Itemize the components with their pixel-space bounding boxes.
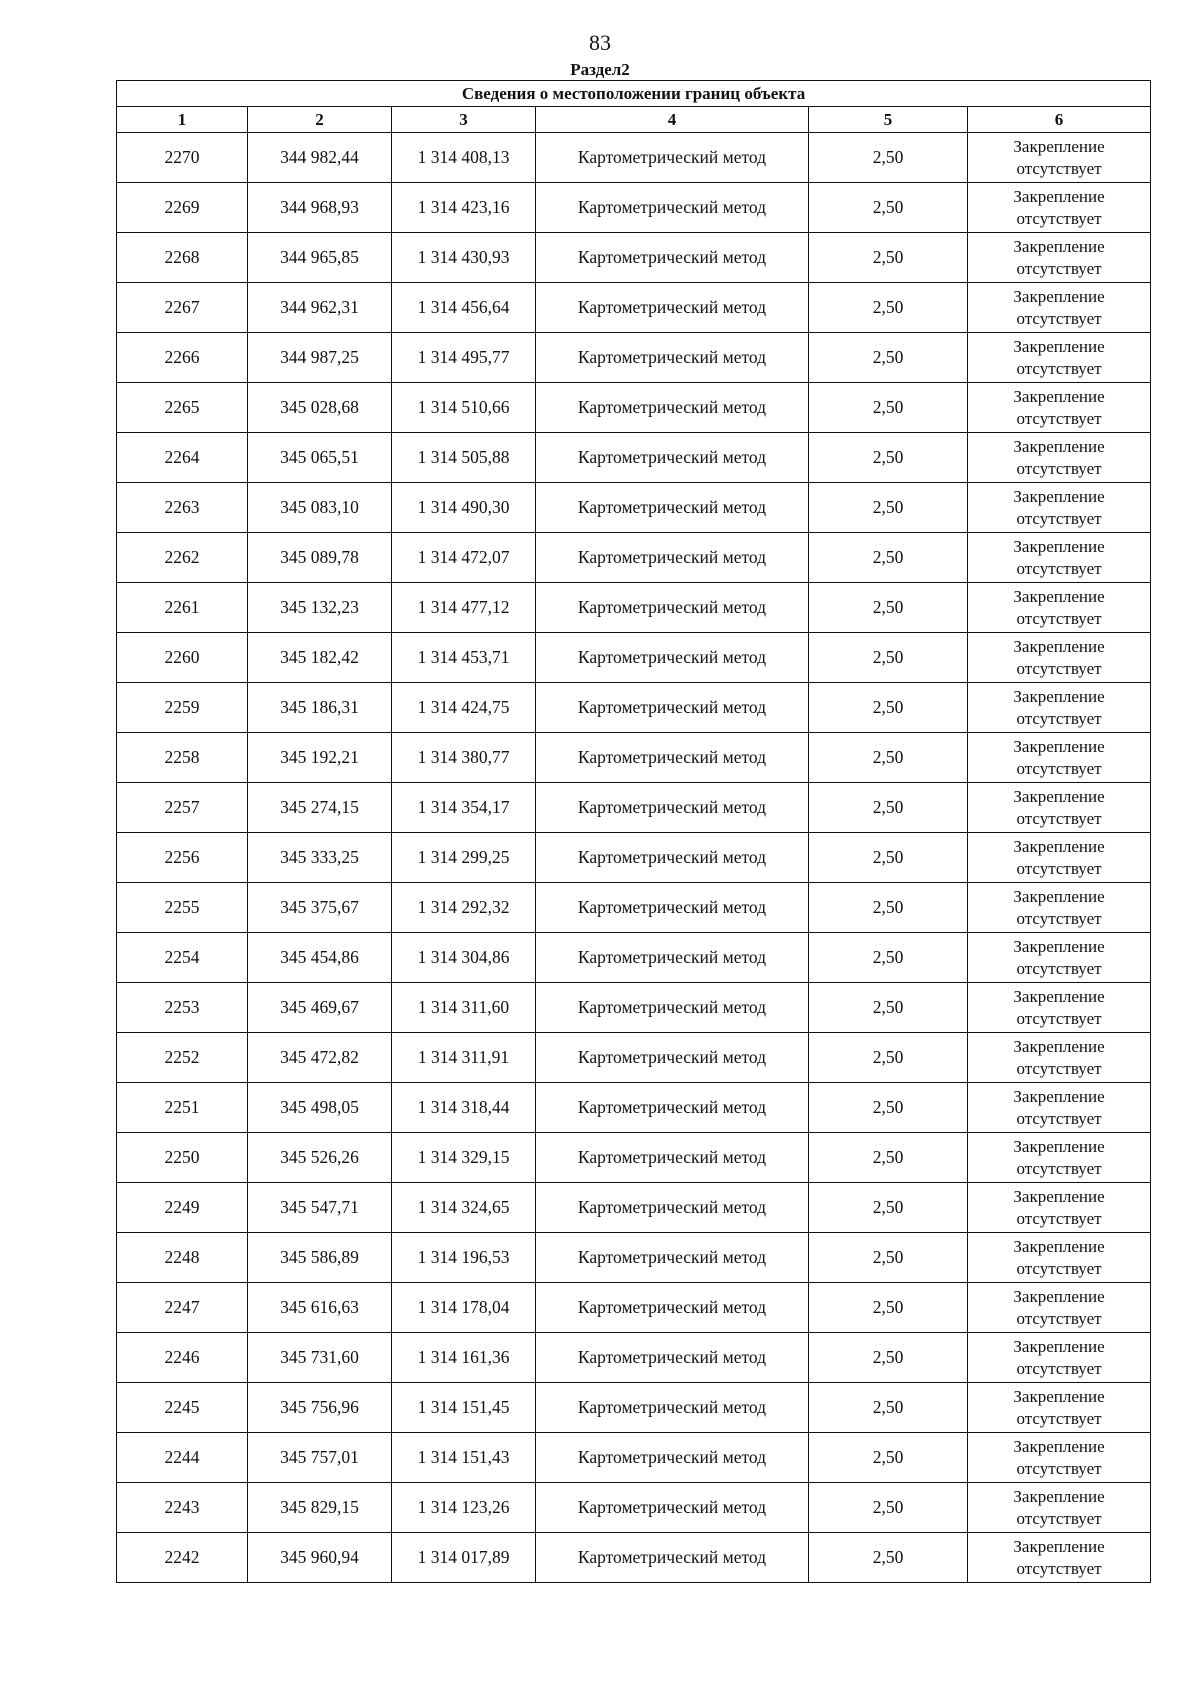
table-row <box>117 233 1151 283</box>
note-line-1: Закрепление <box>1013 636 1105 656</box>
coord-y-cell: 1 314 430,93 <box>392 233 536 283</box>
coord-x-cell: 345 274,15 <box>248 783 392 833</box>
method-cell: Картометрический метод <box>536 433 809 483</box>
section-title: Раздел2 <box>570 60 630 79</box>
point-number-cell: 2254 <box>117 933 248 983</box>
method-cell: Картометрический метод <box>536 233 809 283</box>
note-line-1: Закрепление <box>1013 336 1105 356</box>
note-line-1: Закрепление <box>1013 436 1105 456</box>
point-number-cell: 2248 <box>117 1233 248 1283</box>
note-cell <box>968 1083 1151 1133</box>
note-line-1: Закрепление <box>1013 1086 1105 1106</box>
note-cell <box>968 1133 1151 1183</box>
note-line-2: отсутствует <box>1016 1058 1102 1078</box>
accuracy-cell: 2,50 <box>809 1383 968 1433</box>
method-cell: Картометрический метод <box>536 983 809 1033</box>
method-cell: Картометрический метод <box>536 683 809 733</box>
note-line-2: отсутствует <box>1016 358 1102 378</box>
note-line-2: отсутствует <box>1016 1558 1102 1578</box>
coord-x-cell: 345 547,71 <box>248 1183 392 1233</box>
point-number-cell: 2250 <box>117 1133 248 1183</box>
table-row <box>117 1083 1151 1133</box>
point-number-cell: 2266 <box>117 333 248 383</box>
accuracy-cell: 2,50 <box>809 1483 968 1533</box>
table-row <box>117 1383 1151 1433</box>
coord-x-cell: 345 192,21 <box>248 733 392 783</box>
method-cell: Картометрический метод <box>536 383 809 433</box>
note-line-2: отсутствует <box>1016 308 1102 328</box>
note-line-1: Закрепление <box>1013 186 1105 206</box>
note-cell <box>968 1433 1151 1483</box>
coord-y-cell: 1 314 456,64 <box>392 283 536 333</box>
note-cell <box>968 1183 1151 1233</box>
note-line-1: Закрепление <box>1013 1236 1105 1256</box>
note-cell <box>968 233 1151 283</box>
note-cell <box>968 733 1151 783</box>
note-cell <box>968 433 1151 483</box>
method-cell: Картометрический метод <box>536 633 809 683</box>
table-row <box>117 583 1151 633</box>
note-line-1: Закрепление <box>1013 1486 1105 1506</box>
method-cell: Картометрический метод <box>536 133 809 183</box>
method-cell: Картометрический метод <box>536 1333 809 1383</box>
method-cell: Картометрический метод <box>536 833 809 883</box>
accuracy-cell: 2,50 <box>809 333 968 383</box>
coord-x-cell: 345 472,82 <box>248 1033 392 1083</box>
coord-y-cell: 1 314 380,77 <box>392 733 536 783</box>
coord-x-cell: 345 083,10 <box>248 483 392 533</box>
coord-y-cell: 1 314 151,45 <box>392 1383 536 1433</box>
accuracy-cell: 2,50 <box>809 1033 968 1083</box>
coord-x-cell: 345 829,15 <box>248 1483 392 1533</box>
accuracy-cell: 2,50 <box>809 683 968 733</box>
note-line-2: отсутствует <box>1016 658 1102 678</box>
table-row <box>117 1333 1151 1383</box>
coord-y-cell: 1 314 424,75 <box>392 683 536 733</box>
accuracy-cell: 2,50 <box>809 883 968 933</box>
coord-x-cell: 345 065,51 <box>248 433 392 483</box>
accuracy-cell: 2,50 <box>809 1333 968 1383</box>
note-cell <box>968 1333 1151 1383</box>
accuracy-cell: 2,50 <box>809 533 968 583</box>
table-row <box>117 433 1151 483</box>
note-cell <box>968 783 1151 833</box>
coord-y-cell: 1 314 304,86 <box>392 933 536 983</box>
point-number-cell: 2243 <box>117 1483 248 1533</box>
method-cell: Картометрический метод <box>536 1233 809 1283</box>
point-number-cell: 2265 <box>117 383 248 433</box>
note-line-2: отсутствует <box>1016 458 1102 478</box>
coord-y-cell: 1 314 123,26 <box>392 1483 536 1533</box>
coord-x-cell: 344 962,31 <box>248 283 392 333</box>
note-cell <box>968 833 1151 883</box>
point-number-cell: 2242 <box>117 1533 248 1583</box>
method-cell: Картометрический метод <box>536 883 809 933</box>
coord-x-cell: 345 526,26 <box>248 1133 392 1183</box>
note-line-2: отсутствует <box>1016 1258 1102 1278</box>
note-line-2: отсутствует <box>1016 1208 1102 1228</box>
note-cell <box>968 583 1151 633</box>
point-number-cell: 2261 <box>117 583 248 633</box>
accuracy-cell: 2,50 <box>809 1533 968 1583</box>
coord-x-cell: 345 616,63 <box>248 1283 392 1333</box>
note-line-1: Закрепление <box>1013 1536 1105 1556</box>
method-cell: Картометрический метод <box>536 1083 809 1133</box>
coord-y-cell: 1 314 151,43 <box>392 1433 536 1483</box>
note-line-2: отсутствует <box>1016 1458 1102 1478</box>
table-row <box>117 1433 1151 1483</box>
method-cell: Картометрический метод <box>536 1383 809 1433</box>
table-row <box>117 1033 1151 1083</box>
note-line-1: Закрепление <box>1013 286 1105 306</box>
note-line-2: отсутствует <box>1016 558 1102 578</box>
method-cell: Картометрический метод <box>536 283 809 333</box>
coord-y-cell: 1 314 311,60 <box>392 983 536 1033</box>
note-line-1: Закрепление <box>1013 836 1105 856</box>
coord-y-cell: 1 314 477,12 <box>392 583 536 633</box>
accuracy-cell: 2,50 <box>809 433 968 483</box>
table-row <box>117 883 1151 933</box>
note-cell <box>968 933 1151 983</box>
note-cell <box>968 683 1151 733</box>
note-cell <box>968 283 1151 333</box>
point-number-cell: 2264 <box>117 433 248 483</box>
table-header-row <box>117 107 1151 133</box>
note-cell <box>968 983 1151 1033</box>
note-cell <box>968 1033 1151 1083</box>
note-line-2: отсутствует <box>1016 508 1102 528</box>
coord-x-cell: 345 375,67 <box>248 883 392 933</box>
accuracy-cell: 2,50 <box>809 133 968 183</box>
point-number-cell: 2245 <box>117 1383 248 1433</box>
note-line-2: отсутствует <box>1016 1158 1102 1178</box>
note-line-1: Закрепление <box>1013 1286 1105 1306</box>
table-caption-row <box>117 81 1151 107</box>
table-caption: Сведения о местоположении границ объекта <box>117 81 1151 107</box>
column-header-3: 3 <box>392 107 536 133</box>
coord-y-cell: 1 314 354,17 <box>392 783 536 833</box>
column-header-6: 6 <box>968 107 1151 133</box>
note-line-2: отсутствует <box>1016 1408 1102 1428</box>
note-line-2: отсутствует <box>1016 858 1102 878</box>
method-cell: Картометрический метод <box>536 783 809 833</box>
table-row <box>117 183 1151 233</box>
point-number-cell: 2257 <box>117 783 248 833</box>
accuracy-cell: 2,50 <box>809 483 968 533</box>
table-row <box>117 783 1151 833</box>
coord-y-cell: 1 314 324,65 <box>392 1183 536 1233</box>
note-line-1: Закрепление <box>1013 486 1105 506</box>
note-line-2: отсутствует <box>1016 208 1102 228</box>
note-line-2: отсутствует <box>1016 158 1102 178</box>
accuracy-cell: 2,50 <box>809 1183 968 1233</box>
coord-y-cell: 1 314 292,32 <box>392 883 536 933</box>
point-number-cell: 2255 <box>117 883 248 933</box>
boundary-table <box>116 80 1151 1583</box>
note-cell <box>968 1533 1151 1583</box>
table-row <box>117 833 1151 883</box>
method-cell: Картометрический метод <box>536 1283 809 1333</box>
accuracy-cell: 2,50 <box>809 633 968 683</box>
accuracy-cell: 2,50 <box>809 583 968 633</box>
point-number-cell: 2249 <box>117 1183 248 1233</box>
column-header-2: 2 <box>248 107 392 133</box>
coord-y-cell: 1 314 017,89 <box>392 1533 536 1583</box>
note-cell <box>968 133 1151 183</box>
coord-x-cell: 345 028,68 <box>248 383 392 433</box>
note-line-2: отсутствует <box>1016 708 1102 728</box>
point-number-cell: 2251 <box>117 1083 248 1133</box>
coord-x-cell: 345 469,67 <box>248 983 392 1033</box>
coord-y-cell: 1 314 495,77 <box>392 333 536 383</box>
column-header-4: 4 <box>536 107 809 133</box>
note-cell <box>968 633 1151 683</box>
accuracy-cell: 2,50 <box>809 233 968 283</box>
accuracy-cell: 2,50 <box>809 1133 968 1183</box>
note-line-2: отсутствует <box>1016 1008 1102 1028</box>
coord-y-cell: 1 314 318,44 <box>392 1083 536 1133</box>
accuracy-cell: 2,50 <box>809 1283 968 1333</box>
table-row <box>117 1483 1151 1533</box>
note-line-1: Закрепление <box>1013 736 1105 756</box>
coord-x-cell: 344 987,25 <box>248 333 392 383</box>
coord-x-cell: 345 498,05 <box>248 1083 392 1133</box>
note-cell <box>968 1283 1151 1333</box>
method-cell: Картометрический метод <box>536 183 809 233</box>
table-row <box>117 1233 1151 1283</box>
accuracy-cell: 2,50 <box>809 1083 968 1133</box>
table-row <box>117 683 1151 733</box>
table-row <box>117 333 1151 383</box>
page-number: 83 <box>589 30 611 55</box>
table-row <box>117 133 1151 183</box>
table-row <box>117 733 1151 783</box>
coord-x-cell: 344 965,85 <box>248 233 392 283</box>
note-line-1: Закрепление <box>1013 686 1105 706</box>
note-cell <box>968 183 1151 233</box>
accuracy-cell: 2,50 <box>809 783 968 833</box>
note-line-1: Закрепление <box>1013 386 1105 406</box>
accuracy-cell: 2,50 <box>809 833 968 883</box>
note-line-2: отсутствует <box>1016 1108 1102 1128</box>
note-line-1: Закрепление <box>1013 986 1105 1006</box>
point-number-cell: 2269 <box>117 183 248 233</box>
coord-y-cell: 1 314 329,15 <box>392 1133 536 1183</box>
method-cell: Картометрический метод <box>536 533 809 583</box>
method-cell: Картометрический метод <box>536 583 809 633</box>
coord-x-cell: 345 960,94 <box>248 1533 392 1583</box>
method-cell: Картометрический метод <box>536 1433 809 1483</box>
coord-y-cell: 1 314 311,91 <box>392 1033 536 1083</box>
note-line-2: отсутствует <box>1016 1308 1102 1328</box>
note-line-2: отсутствует <box>1016 758 1102 778</box>
note-line-2: отсутствует <box>1016 608 1102 628</box>
table-row <box>117 1133 1151 1183</box>
point-number-cell: 2268 <box>117 233 248 283</box>
table-body <box>117 81 1151 1583</box>
point-number-cell: 2267 <box>117 283 248 333</box>
method-cell: Картометрический метод <box>536 933 809 983</box>
accuracy-cell: 2,50 <box>809 983 968 1033</box>
note-line-1: Закрепление <box>1013 786 1105 806</box>
table-row <box>117 933 1151 983</box>
method-cell: Картометрический метод <box>536 1033 809 1083</box>
coord-x-cell: 345 132,23 <box>248 583 392 633</box>
column-header-1: 1 <box>117 107 248 133</box>
coord-x-cell: 345 756,96 <box>248 1383 392 1433</box>
note-cell <box>968 1483 1151 1533</box>
method-cell: Картометрический метод <box>536 1183 809 1233</box>
note-line-1: Закрепление <box>1013 886 1105 906</box>
note-cell <box>968 1383 1151 1433</box>
coord-y-cell: 1 314 505,88 <box>392 433 536 483</box>
accuracy-cell: 2,50 <box>809 383 968 433</box>
note-line-1: Закрепление <box>1013 1436 1105 1456</box>
point-number-cell: 2253 <box>117 983 248 1033</box>
coord-x-cell: 345 454,86 <box>248 933 392 983</box>
note-line-2: отсутствует <box>1016 908 1102 928</box>
method-cell: Картометрический метод <box>536 1483 809 1533</box>
coord-x-cell: 345 757,01 <box>248 1433 392 1483</box>
note-line-2: отсутствует <box>1016 958 1102 978</box>
accuracy-cell: 2,50 <box>809 933 968 983</box>
note-cell <box>968 1233 1151 1283</box>
note-line-1: Закрепление <box>1013 1036 1105 1056</box>
note-line-1: Закрепление <box>1013 236 1105 256</box>
note-line-2: отсутствует <box>1016 1508 1102 1528</box>
point-number-cell: 2252 <box>117 1033 248 1083</box>
coord-y-cell: 1 314 472,07 <box>392 533 536 583</box>
table-row <box>117 1283 1151 1333</box>
coord-y-cell: 1 314 161,36 <box>392 1333 536 1383</box>
method-cell: Картометрический метод <box>536 1533 809 1583</box>
point-number-cell: 2270 <box>117 133 248 183</box>
coord-y-cell: 1 314 490,30 <box>392 483 536 533</box>
point-number-cell: 2260 <box>117 633 248 683</box>
note-cell <box>968 483 1151 533</box>
point-number-cell: 2258 <box>117 733 248 783</box>
table-row <box>117 283 1151 333</box>
table-row <box>117 633 1151 683</box>
coord-x-cell: 344 968,93 <box>248 183 392 233</box>
note-cell <box>968 333 1151 383</box>
coord-x-cell: 345 333,25 <box>248 833 392 883</box>
coord-x-cell: 345 186,31 <box>248 683 392 733</box>
coord-x-cell: 345 731,60 <box>248 1333 392 1383</box>
point-number-cell: 2259 <box>117 683 248 733</box>
coord-x-cell: 344 982,44 <box>248 133 392 183</box>
coord-y-cell: 1 314 408,13 <box>392 133 536 183</box>
table-row <box>117 1183 1151 1233</box>
method-cell: Картометрический метод <box>536 1133 809 1183</box>
table-row <box>117 1533 1151 1583</box>
point-number-cell: 2247 <box>117 1283 248 1333</box>
table-row <box>117 533 1151 583</box>
note-line-1: Закрепление <box>1013 1136 1105 1156</box>
table-row <box>117 483 1151 533</box>
note-cell <box>968 883 1151 933</box>
coord-x-cell: 345 089,78 <box>248 533 392 583</box>
table-row <box>117 383 1151 433</box>
accuracy-cell: 2,50 <box>809 1233 968 1283</box>
note-line-1: Закрепление <box>1013 586 1105 606</box>
method-cell: Картометрический метод <box>536 483 809 533</box>
accuracy-cell: 2,50 <box>809 283 968 333</box>
accuracy-cell: 2,50 <box>809 183 968 233</box>
point-number-cell: 2244 <box>117 1433 248 1483</box>
coord-y-cell: 1 314 196,53 <box>392 1233 536 1283</box>
coord-y-cell: 1 314 299,25 <box>392 833 536 883</box>
point-number-cell: 2263 <box>117 483 248 533</box>
note-line-1: Закрепление <box>1013 136 1105 156</box>
column-header-5: 5 <box>809 107 968 133</box>
note-line-2: отсутствует <box>1016 808 1102 828</box>
note-line-2: отсутствует <box>1016 258 1102 278</box>
point-number-cell: 2262 <box>117 533 248 583</box>
accuracy-cell: 2,50 <box>809 733 968 783</box>
method-cell: Картометрический метод <box>536 333 809 383</box>
note-line-2: отсутствует <box>1016 408 1102 428</box>
note-line-1: Закрепление <box>1013 1336 1105 1356</box>
coord-y-cell: 1 314 423,16 <box>392 183 536 233</box>
coord-y-cell: 1 314 178,04 <box>392 1283 536 1333</box>
note-cell <box>968 383 1151 433</box>
note-line-1: Закрепление <box>1013 1186 1105 1206</box>
note-cell <box>968 533 1151 583</box>
note-line-2: отсутствует <box>1016 1358 1102 1378</box>
table-row <box>117 983 1151 1033</box>
coord-x-cell: 345 182,42 <box>248 633 392 683</box>
point-number-cell: 2246 <box>117 1333 248 1383</box>
coord-y-cell: 1 314 510,66 <box>392 383 536 433</box>
accuracy-cell: 2,50 <box>809 1433 968 1483</box>
coord-y-cell: 1 314 453,71 <box>392 633 536 683</box>
note-line-1: Закрепление <box>1013 936 1105 956</box>
method-cell: Картометрический метод <box>536 733 809 783</box>
point-number-cell: 2256 <box>117 833 248 883</box>
note-line-1: Закрепление <box>1013 1386 1105 1406</box>
coord-x-cell: 345 586,89 <box>248 1233 392 1283</box>
note-line-1: Закрепление <box>1013 536 1105 556</box>
